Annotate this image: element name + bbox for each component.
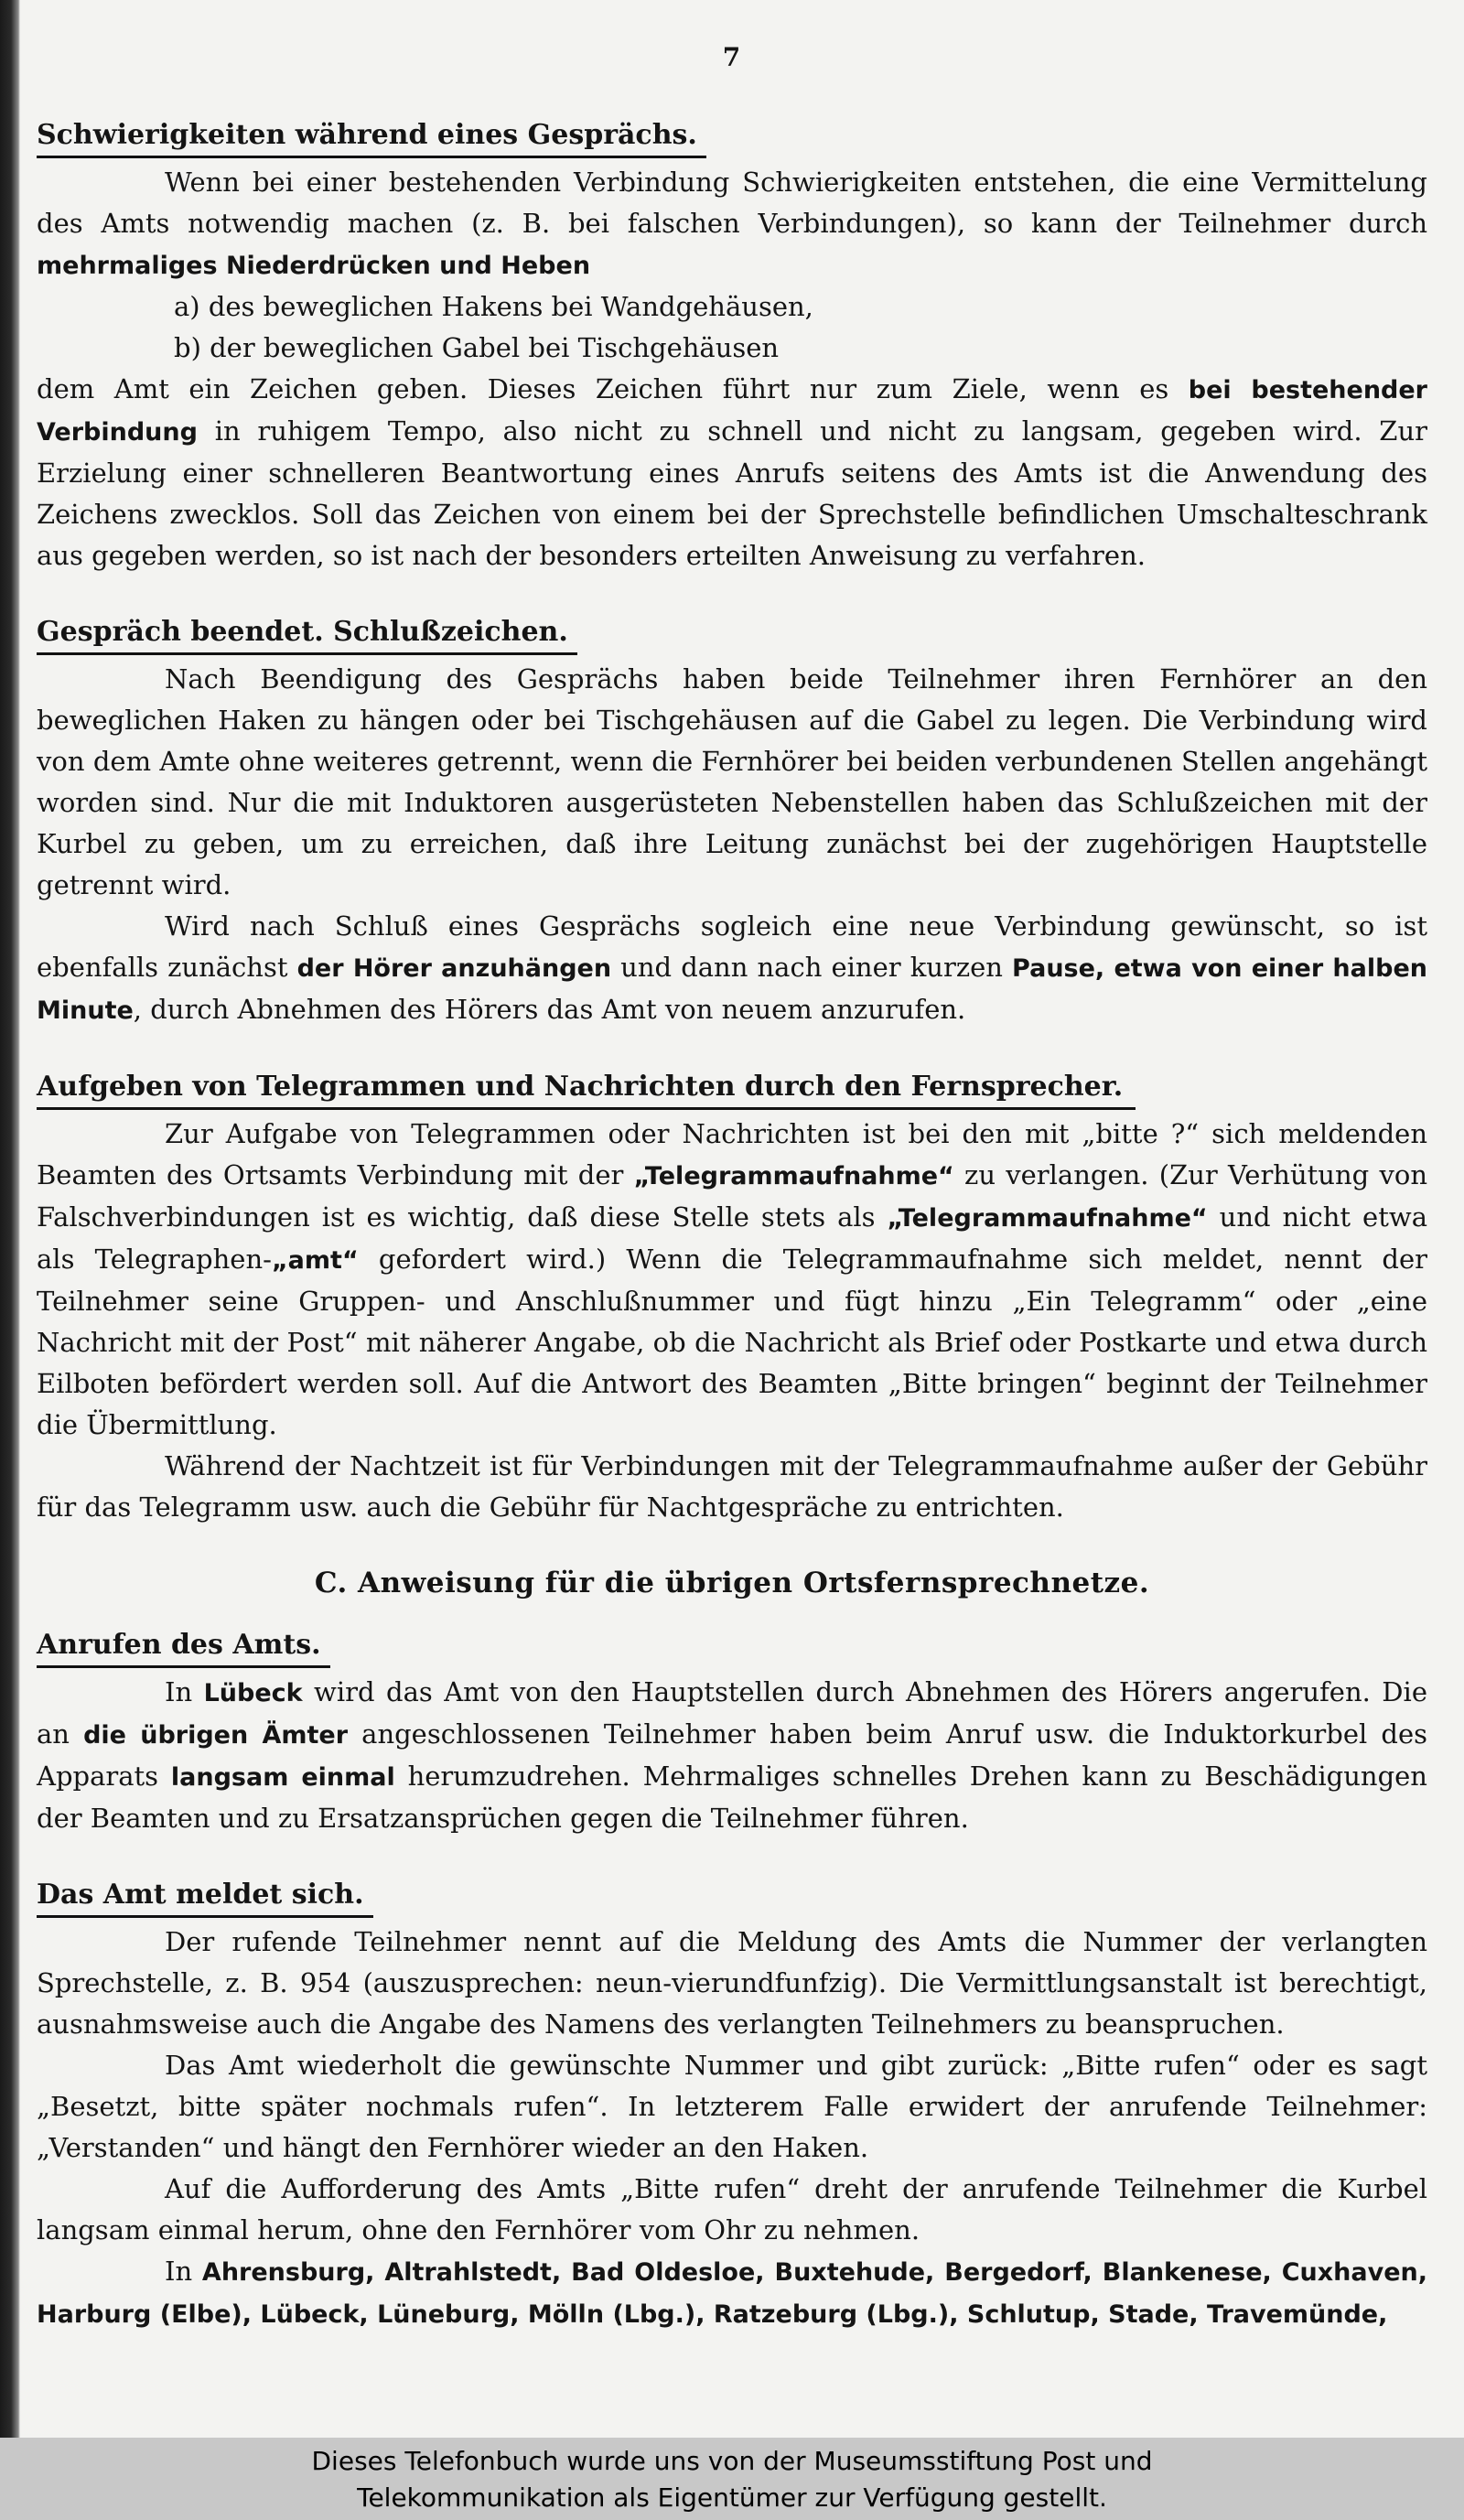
text-run: Wird nach Schluß eines Gesprächs sogleich eine neue Verbindung gewünscht, so ist ebenfalls zunächst: [37, 910, 1427, 983]
section-gespraech-beendet: [37, 611, 1427, 1031]
section-heading: Das Amt meldet sich.: [37, 1875, 373, 1918]
text-run: angeschlossenen Teilnehmer haben beim Anruf usw. die Induktorkurbel des Apparats: [37, 1718, 1427, 1792]
emphasis-text: Lübeck: [203, 1679, 303, 1707]
text-run: in ruhigem Tempo, also nicht zu schnell und nicht zu langsam, gegeben wird. Zur Erzielung einer schnelleren Beantwortung eines Anrufs seitens des Amts ist die Anwendung des Zeichens zwecklos. Soll das Zeichen von einem bei der Sprechstelle befindlichen Umschalteschrank aus gegeben werden, so ist nach der besonders erteilten Anweisung zu verfahren.: [37, 415, 1427, 571]
text-run: und nicht etwa als Telegraphen-: [37, 1201, 1427, 1275]
text-run: In: [165, 2256, 202, 2287]
emphasis-text: der Hörer anzuhängen: [296, 954, 612, 983]
emphasis-text: mehrmaliges Niederdrücken und Heben: [37, 252, 591, 280]
text-run: gefordert wird.) Wenn die Telegrammaufnahme sich meldet, nennt der Teilnehmer seine Gruppen- und Anschlußnummer und fügt hinzu „Ein Telegramm“ oder „eine Nachricht mit der Post“ mit näherer Angabe, ob die Nachricht als Brief oder Postkarte und etwa durch Eilboten befördert werden soll. Auf die Antwort des Beamten „Bitte bringen“ beginnt der Teilnehmer die Übermittlung.: [37, 1244, 1427, 1440]
footer-line: Dieses Telefonbuch wurde uns von der Museumsstiftung Post und: [311, 2446, 1153, 2476]
text-run: dem Amt ein Zeichen geben. Dieses Zeichen führt nur zum Ziele, wenn es: [37, 373, 1189, 404]
text-run: wird das Amt von den Hauptstellen durch Abnehmen des Hörers angerufen. Die an: [37, 1676, 1427, 1750]
emphasis-text: langsam einmal: [170, 1763, 395, 1792]
emphasis-text: „Telegrammaufnahme“: [887, 1204, 1208, 1233]
text-run: Zur Aufgabe von Telegrammen oder Nachrichten ist bei den mit „bitte ?“ sich meldenden Beamten des Ortsamts Verbindung mit der: [37, 1118, 1427, 1190]
paragraph: Auf die Aufforderung des Amts „Bitte rufen“ dreht der anrufende Teilnehmer die Kurbel langsam einmal herum, ohne den Fernhörer vom Ohr zu nehmen.: [37, 2173, 1427, 2245]
paragraph: [37, 1672, 1427, 1839]
emphasis-text: bei bestehender Verbindung: [37, 376, 1428, 447]
text-run: Wenn bei einer bestehenden Verbindung Schwierigkeiten entstehen, die eine Vermittelung des Amts notwendig machen (z. B. bei falschen Verbindungen), so kann der Teilnehmer durch: [37, 167, 1427, 239]
footer-line: Telekommunikation als Eigentümer zur Verfügung gestellt.: [357, 2482, 1107, 2513]
text-run: zu verlangen. (Zur Verhütung von Falschverbindungen ist es wichtig, daß diese Stelle stets als: [37, 1159, 1427, 1233]
emphasis-text: „amt“: [271, 1246, 359, 1275]
text-run: und dann nach einer kurzen: [611, 952, 1013, 983]
paragraph: [37, 906, 1427, 1031]
paragraph: [37, 2251, 1427, 2335]
paragraph: Nach Beendigung des Gesprächs haben beide Teilnehmer ihren Fernhörer an den beweglichen Haken zu hängen oder bei Tischgehäusen auf die Gabel zu legen. Die Verbindung wird von dem Amte ohne weiteres getrennt, wenn die Fernhörer bei beiden verbundenen Stellen angehängt worden sind. Nur die mit Induktoren ausgerüsteten Nebenstellen haben das Schlußzeichen mit der Kurbel zu geben, um zu erreichen, daß ihre Leitung zunächst bei der zugehörigen Hauptstelle getrennt wird.: [37, 663, 1427, 900]
paragraph: Der rufende Teilnehmer nennt auf die Meldung des Amts die Nummer der verlangten Sprechstelle, z. B. 954 (auszusprechen: neun-vierundfunfzig). Die Vermittlungsanstalt ist berechtigt, ausnahmsweise auch die Angabe des Namens des verlangten Teilnehmers zu beanspruchen.: [37, 1926, 1427, 2040]
paragraph: [37, 369, 1427, 576]
paragraph: [37, 1114, 1427, 1446]
text-run: herumzudrehen. Mehrmaliges schnelles Drehen kann zu Beschädigungen der Beamten und zu Ersatzansprüchen gegen die Teilnehmer führen.: [37, 1761, 1427, 1834]
section-heading: Anrufen des Amts.: [37, 1625, 330, 1668]
scan-binding-edge: [0, 0, 20, 2438]
footer-notice: [0, 2438, 1464, 2520]
page-number: 7: [722, 42, 742, 72]
text-run: In: [165, 1676, 204, 1707]
section-telegramme: [37, 1066, 1427, 1528]
section-heading: Gespräch beendet. Schlußzeichen.: [37, 612, 577, 655]
list-item: b) der beweglichen Gabel bei Tischgehäusen: [174, 332, 780, 363]
section-amt-meldet: [37, 1874, 1427, 2335]
page-content: [37, 37, 1427, 2416]
emphasis-text: Pause, etwa von einer halben Minute: [37, 954, 1427, 1025]
emphasis-text: „Telegrammaufnahme“: [633, 1162, 954, 1190]
list-item: a) des beweglichen Hakens bei Wandgehäusen,: [174, 291, 813, 322]
section-anrufen: [37, 1624, 1427, 1839]
text-run: , durch Abnehmen des Hörers das Amt von neuem anzurufen.: [133, 994, 966, 1025]
section-schwierigkeiten: [37, 114, 1427, 576]
section-heading: Aufgeben von Telegrammen und Nachrichten durch den Fernsprecher.: [37, 1067, 1136, 1110]
section-heading: Schwierigkeiten während eines Gesprächs.: [37, 115, 706, 158]
emphasis-text: die übrigen Ämter: [83, 1721, 349, 1750]
paragraph: Das Amt wiederholt die gewünschte Nummer und gibt zurück: „Bitte rufen“ oder es sagt „Besetzt, bitte später nochmals rufen“. In letzterem Falle erwidert der anrufende Teilnehmer: „Verstanden“ und hängt den Fernhörer wieder an den Haken.: [37, 2050, 1427, 2163]
paragraph: [37, 162, 1427, 286]
emphasis-text: Ahrensburg, Altrahlstedt, Bad Oldesloe, Buxtehude, Bergedorf, Blankenese, Cuxhaven, Harburg (Elbe), Lübeck, Lüneburg, Mölln (Lbg.), Ratzeburg (Lbg.), Schlutup, Stade, Travemünde,: [37, 2258, 1427, 2329]
paragraph: Während der Nachtzeit ist für Verbindungen mit der Telegrammaufnahme außer der Gebühr für das Telegramm usw. auch die Gebühr für Nachtgespräche zu entrichten.: [37, 1450, 1427, 1523]
chapter-heading: C. Anweisung für die übrigen Ortsfernsprechnetze.: [314, 1567, 1150, 1599]
